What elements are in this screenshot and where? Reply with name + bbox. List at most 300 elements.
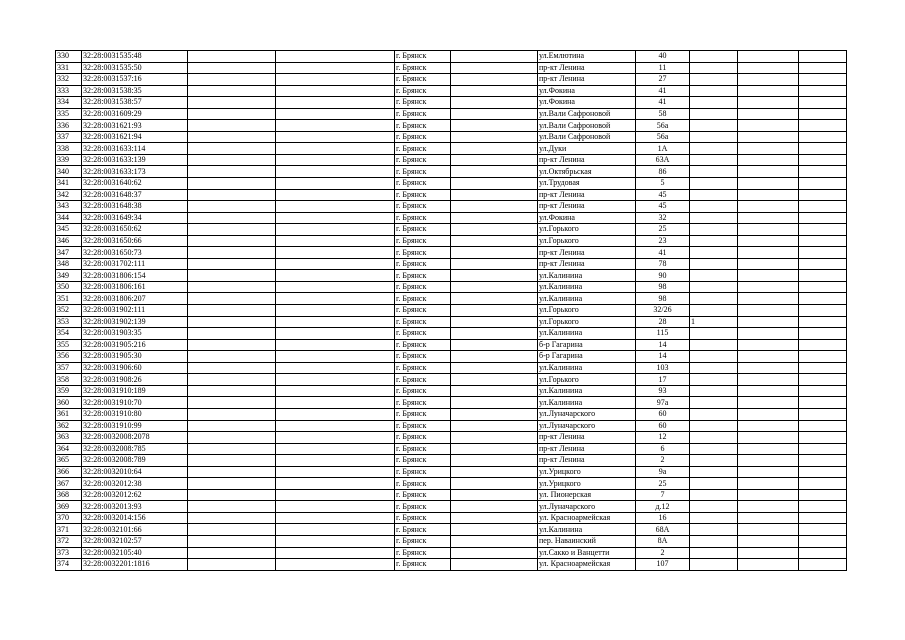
table-row xyxy=(56,281,847,293)
empty-cell xyxy=(276,385,395,397)
empty-cell xyxy=(276,328,395,340)
street-cell: ул. Красноармейская xyxy=(538,559,636,571)
empty-cell xyxy=(451,316,538,328)
cadastral-number-cell: 32:28:0031609:29 xyxy=(82,108,188,120)
cadastral-number-cell: 32:28:0031806:161 xyxy=(82,281,188,293)
city-cell: г. Брянск xyxy=(395,189,451,201)
empty-cell xyxy=(738,443,799,455)
cadastral-number-cell: 32:28:0031633:139 xyxy=(82,154,188,166)
table-row xyxy=(56,408,847,420)
cadastral-number-cell: 32:28:0031649:34 xyxy=(82,212,188,224)
street-cell: ул.Урицкого xyxy=(538,466,636,478)
empty-cell xyxy=(738,432,799,444)
empty-cell xyxy=(738,270,799,282)
street-cell: ул.Емлютина xyxy=(538,51,636,63)
empty-cell xyxy=(188,120,276,132)
empty-cell xyxy=(738,305,799,317)
table-row xyxy=(56,305,847,317)
empty-cell xyxy=(799,293,847,305)
street-cell: ул.Калинина xyxy=(538,293,636,305)
table-row xyxy=(56,489,847,501)
empty-cell xyxy=(188,51,276,63)
house-number-cell: 6 xyxy=(636,443,690,455)
empty-cell xyxy=(188,547,276,559)
empty-cell xyxy=(738,166,799,178)
house-number-cell: 2 xyxy=(636,547,690,559)
empty-cell xyxy=(276,489,395,501)
cadastral-number-cell: 32:28:0032014:156 xyxy=(82,512,188,524)
row-number-cell: 362 xyxy=(56,420,82,432)
row-number-cell: 337 xyxy=(56,131,82,143)
empty-cell xyxy=(451,293,538,305)
street-cell: пр-кт Ленина xyxy=(538,74,636,86)
city-cell: г. Брянск xyxy=(395,143,451,155)
empty-cell xyxy=(799,328,847,340)
street-cell: ул.Калинина xyxy=(538,524,636,536)
empty-cell xyxy=(188,97,276,109)
empty-cell xyxy=(276,466,395,478)
empty-cell xyxy=(276,108,395,120)
row-number-cell: 363 xyxy=(56,432,82,444)
cadastral-number-cell: 32:28:0031806:207 xyxy=(82,293,188,305)
cadastral-number-cell: 32:28:0031633:114 xyxy=(82,143,188,155)
empty-cell xyxy=(188,466,276,478)
house-number-cell: 8А xyxy=(636,535,690,547)
cadastral-number-cell: 32:28:0032008:789 xyxy=(82,455,188,467)
empty-cell xyxy=(188,166,276,178)
empty-cell xyxy=(276,547,395,559)
empty-cell xyxy=(451,281,538,293)
city-cell: г. Брянск xyxy=(395,270,451,282)
table-row xyxy=(56,524,847,536)
empty-cell xyxy=(799,397,847,409)
cadastral-number-cell: 32:28:0032012:38 xyxy=(82,478,188,490)
cadastral-number-cell: 32:28:0031910:80 xyxy=(82,408,188,420)
extra-cell xyxy=(690,154,738,166)
street-cell: пер. Наваинский xyxy=(538,535,636,547)
empty-cell xyxy=(451,559,538,571)
row-number-cell: 364 xyxy=(56,443,82,455)
city-cell: г. Брянск xyxy=(395,131,451,143)
cadastral-number-cell: 32:28:0031538:57 xyxy=(82,97,188,109)
house-number-cell: 28 xyxy=(636,316,690,328)
empty-cell xyxy=(188,420,276,432)
city-cell: г. Брянск xyxy=(395,166,451,178)
empty-cell xyxy=(188,385,276,397)
cadastral-number-cell: 32:28:0031908:26 xyxy=(82,374,188,386)
empty-cell xyxy=(451,535,538,547)
empty-cell xyxy=(451,108,538,120)
empty-cell xyxy=(451,166,538,178)
table-row xyxy=(56,154,847,166)
city-cell: г. Брянск xyxy=(395,489,451,501)
empty-cell xyxy=(451,455,538,467)
empty-cell xyxy=(276,408,395,420)
city-cell: г. Брянск xyxy=(395,281,451,293)
empty-cell xyxy=(799,258,847,270)
house-number-cell: 25 xyxy=(636,478,690,490)
extra-cell xyxy=(690,166,738,178)
street-cell: ул.Урицкого xyxy=(538,478,636,490)
cadastral-number-cell: 32:28:0031648:37 xyxy=(82,189,188,201)
row-number-cell: 351 xyxy=(56,293,82,305)
empty-cell xyxy=(799,143,847,155)
house-number-cell: 60 xyxy=(636,408,690,420)
empty-cell xyxy=(276,166,395,178)
empty-cell xyxy=(799,316,847,328)
cadastral-number-cell: 32:28:0031902:111 xyxy=(82,305,188,317)
table-row xyxy=(56,201,847,213)
empty-cell xyxy=(738,420,799,432)
house-number-cell: 14 xyxy=(636,339,690,351)
house-number-cell: 78 xyxy=(636,258,690,270)
cadastral-number-cell: 32:28:0031538:35 xyxy=(82,85,188,97)
street-cell: пр-кт Ленина xyxy=(538,432,636,444)
table-row xyxy=(56,212,847,224)
empty-cell xyxy=(799,547,847,559)
table-row xyxy=(56,166,847,178)
row-number-cell: 333 xyxy=(56,85,82,97)
empty-cell xyxy=(188,432,276,444)
empty-cell xyxy=(188,455,276,467)
extra-cell xyxy=(690,547,738,559)
extra-cell xyxy=(690,432,738,444)
empty-cell xyxy=(188,247,276,259)
cadastral-number-cell: 32:28:0031535:48 xyxy=(82,51,188,63)
cadastral-number-cell: 32:28:0032105:40 xyxy=(82,547,188,559)
house-number-cell: 56а xyxy=(636,131,690,143)
empty-cell xyxy=(188,316,276,328)
empty-cell xyxy=(276,131,395,143)
empty-cell xyxy=(738,85,799,97)
empty-cell xyxy=(188,178,276,190)
street-cell: ул.Горького xyxy=(538,305,636,317)
empty-cell xyxy=(188,258,276,270)
house-number-cell: 60 xyxy=(636,420,690,432)
empty-cell xyxy=(799,166,847,178)
extra-cell xyxy=(690,258,738,270)
empty-cell xyxy=(738,224,799,236)
cadastral-number-cell: 32:28:0032101:66 xyxy=(82,524,188,536)
empty-cell xyxy=(276,362,395,374)
cadastral-number-cell: 32:28:0031910:189 xyxy=(82,385,188,397)
empty-cell xyxy=(188,443,276,455)
extra-cell xyxy=(690,270,738,282)
empty-cell xyxy=(799,108,847,120)
city-cell: г. Брянск xyxy=(395,224,451,236)
empty-cell xyxy=(799,512,847,524)
empty-cell xyxy=(188,478,276,490)
table-row xyxy=(56,97,847,109)
city-cell: г. Брянск xyxy=(395,120,451,132)
empty-cell xyxy=(276,420,395,432)
row-number-cell: 353 xyxy=(56,316,82,328)
row-number-cell: 359 xyxy=(56,385,82,397)
city-cell: г. Брянск xyxy=(395,466,451,478)
street-cell: ул.Калинина xyxy=(538,281,636,293)
extra-cell xyxy=(690,293,738,305)
house-number-cell: 27 xyxy=(636,74,690,86)
extra-cell xyxy=(690,328,738,340)
extra-cell xyxy=(690,385,738,397)
house-number-cell: 40 xyxy=(636,51,690,63)
row-number-cell: 367 xyxy=(56,478,82,490)
row-number-cell: 360 xyxy=(56,397,82,409)
table-row xyxy=(56,189,847,201)
extra-cell xyxy=(690,108,738,120)
street-cell: ул.Фокина xyxy=(538,212,636,224)
house-number-cell: 2 xyxy=(636,455,690,467)
document-sheet xyxy=(55,50,846,571)
extra-cell: 1 xyxy=(690,316,738,328)
cadastral-number-cell: 32:28:0032102:57 xyxy=(82,535,188,547)
empty-cell xyxy=(451,524,538,536)
empty-cell xyxy=(188,501,276,513)
empty-cell xyxy=(799,189,847,201)
street-cell: ул.Луначарского xyxy=(538,501,636,513)
empty-cell xyxy=(451,235,538,247)
street-cell: ул.Горького xyxy=(538,316,636,328)
empty-cell xyxy=(451,154,538,166)
street-cell: пр-кт Ленина xyxy=(538,154,636,166)
extra-cell xyxy=(690,85,738,97)
city-cell: г. Брянск xyxy=(395,432,451,444)
empty-cell xyxy=(738,408,799,420)
cadastral-number-cell: 32:28:0031910:70 xyxy=(82,397,188,409)
house-number-cell: 56а xyxy=(636,120,690,132)
empty-cell xyxy=(188,408,276,420)
empty-cell xyxy=(451,397,538,409)
row-number-cell: 344 xyxy=(56,212,82,224)
empty-cell xyxy=(276,339,395,351)
empty-cell xyxy=(276,97,395,109)
row-number-cell: 331 xyxy=(56,62,82,74)
empty-cell xyxy=(799,374,847,386)
empty-cell xyxy=(738,120,799,132)
city-cell: г. Брянск xyxy=(395,478,451,490)
table-row xyxy=(56,351,847,363)
empty-cell xyxy=(188,281,276,293)
empty-cell xyxy=(738,559,799,571)
city-cell: г. Брянск xyxy=(395,178,451,190)
empty-cell xyxy=(276,316,395,328)
empty-cell xyxy=(799,281,847,293)
empty-cell xyxy=(451,547,538,559)
empty-cell xyxy=(738,258,799,270)
empty-cell xyxy=(738,201,799,213)
cadastral-number-cell: 32:28:0031535:50 xyxy=(82,62,188,74)
cadastral-number-cell: 32:28:0032013:93 xyxy=(82,501,188,513)
table-row xyxy=(56,143,847,155)
house-number-cell: 98 xyxy=(636,293,690,305)
row-number-cell: 356 xyxy=(56,351,82,363)
cadastral-number-cell: 32:28:0031650:73 xyxy=(82,247,188,259)
empty-cell xyxy=(799,270,847,282)
empty-cell xyxy=(276,85,395,97)
empty-cell xyxy=(451,97,538,109)
row-number-cell: 355 xyxy=(56,339,82,351)
empty-cell xyxy=(276,293,395,305)
empty-cell xyxy=(188,270,276,282)
empty-cell xyxy=(451,247,538,259)
city-cell: г. Брянск xyxy=(395,51,451,63)
cadastral-number-cell: 32:28:0031650:66 xyxy=(82,235,188,247)
empty-cell xyxy=(738,478,799,490)
table-row xyxy=(56,339,847,351)
empty-cell xyxy=(738,189,799,201)
empty-cell xyxy=(738,489,799,501)
empty-cell xyxy=(188,201,276,213)
empty-cell xyxy=(451,489,538,501)
empty-cell xyxy=(276,524,395,536)
house-number-cell: 45 xyxy=(636,201,690,213)
empty-cell xyxy=(188,397,276,409)
empty-cell xyxy=(799,351,847,363)
cadastral-number-cell: 32:28:0031648:38 xyxy=(82,201,188,213)
empty-cell xyxy=(451,62,538,74)
city-cell: г. Брянск xyxy=(395,362,451,374)
house-number-cell: 63А xyxy=(636,154,690,166)
table-row xyxy=(56,62,847,74)
empty-cell xyxy=(276,478,395,490)
empty-cell xyxy=(188,293,276,305)
cadastral-number-cell: 32:28:0031702:111 xyxy=(82,258,188,270)
table-row xyxy=(56,85,847,97)
empty-cell xyxy=(451,120,538,132)
empty-cell xyxy=(451,512,538,524)
empty-cell xyxy=(188,108,276,120)
cadastral-number-cell: 32:28:0031640:62 xyxy=(82,178,188,190)
row-number-cell: 332 xyxy=(56,74,82,86)
empty-cell xyxy=(188,512,276,524)
table-row xyxy=(56,328,847,340)
house-number-cell: 1А xyxy=(636,143,690,155)
empty-cell xyxy=(276,212,395,224)
city-cell: г. Брянск xyxy=(395,351,451,363)
empty-cell xyxy=(799,97,847,109)
street-cell: ул.Луначарского xyxy=(538,420,636,432)
table-row xyxy=(56,455,847,467)
street-cell: пр-кт Ленина xyxy=(538,189,636,201)
street-cell: б-р Гагарина xyxy=(538,351,636,363)
row-number-cell: 372 xyxy=(56,535,82,547)
row-number-cell: 335 xyxy=(56,108,82,120)
table-row xyxy=(56,74,847,86)
street-cell: ул. Красноармейская xyxy=(538,512,636,524)
empty-cell xyxy=(276,397,395,409)
empty-cell xyxy=(738,397,799,409)
empty-cell xyxy=(276,374,395,386)
cadastral-number-cell: 32:28:0032008:785 xyxy=(82,443,188,455)
house-number-cell: 32 xyxy=(636,212,690,224)
row-number-cell: 357 xyxy=(56,362,82,374)
empty-cell xyxy=(738,178,799,190)
empty-cell xyxy=(451,85,538,97)
row-number-cell: 371 xyxy=(56,524,82,536)
house-number-cell: 97а xyxy=(636,397,690,409)
row-number-cell: 369 xyxy=(56,501,82,513)
house-number-cell: 23 xyxy=(636,235,690,247)
street-cell: ул.Горького xyxy=(538,374,636,386)
empty-cell xyxy=(188,328,276,340)
city-cell: г. Брянск xyxy=(395,535,451,547)
house-number-cell: 41 xyxy=(636,85,690,97)
empty-cell xyxy=(799,51,847,63)
street-cell: пр-кт Ленина xyxy=(538,455,636,467)
street-cell: ул.Вали Сафроновой xyxy=(538,131,636,143)
house-number-cell: д.12 xyxy=(636,501,690,513)
street-cell: б-р Гагарина xyxy=(538,339,636,351)
empty-cell xyxy=(276,178,395,190)
extra-cell xyxy=(690,512,738,524)
empty-cell xyxy=(188,85,276,97)
empty-cell xyxy=(738,97,799,109)
row-number-cell: 348 xyxy=(56,258,82,270)
row-number-cell: 366 xyxy=(56,466,82,478)
cadastral-number-cell: 32:28:0032008:2078 xyxy=(82,432,188,444)
table-row xyxy=(56,235,847,247)
house-number-cell: 16 xyxy=(636,512,690,524)
city-cell: г. Брянск xyxy=(395,247,451,259)
empty-cell xyxy=(738,74,799,86)
house-number-cell: 68А xyxy=(636,524,690,536)
street-cell: ул.Калинина xyxy=(538,270,636,282)
house-number-cell: 45 xyxy=(636,189,690,201)
empty-cell xyxy=(276,143,395,155)
extra-cell xyxy=(690,362,738,374)
extra-cell xyxy=(690,397,738,409)
table-row xyxy=(56,466,847,478)
empty-cell xyxy=(738,501,799,513)
row-number-cell: 365 xyxy=(56,455,82,467)
city-cell: г. Брянск xyxy=(395,293,451,305)
row-number-cell: 373 xyxy=(56,547,82,559)
empty-cell xyxy=(188,131,276,143)
empty-cell xyxy=(799,85,847,97)
extra-cell xyxy=(690,178,738,190)
empty-cell xyxy=(738,131,799,143)
house-number-cell: 25 xyxy=(636,224,690,236)
row-number-cell: 338 xyxy=(56,143,82,155)
empty-cell xyxy=(188,305,276,317)
extra-cell xyxy=(690,489,738,501)
empty-cell xyxy=(188,189,276,201)
extra-cell xyxy=(690,224,738,236)
house-number-cell: 86 xyxy=(636,166,690,178)
row-number-cell: 341 xyxy=(56,178,82,190)
cadastral-number-cell: 32:28:0031806:154 xyxy=(82,270,188,282)
table-row xyxy=(56,258,847,270)
house-number-cell: 58 xyxy=(636,108,690,120)
cadastral-number-cell: 32:28:0031902:139 xyxy=(82,316,188,328)
empty-cell xyxy=(276,74,395,86)
empty-cell xyxy=(451,305,538,317)
empty-cell xyxy=(738,316,799,328)
city-cell: г. Брянск xyxy=(395,524,451,536)
street-cell: ул. Пионерская xyxy=(538,489,636,501)
empty-cell xyxy=(276,281,395,293)
empty-cell xyxy=(276,270,395,282)
city-cell: г. Брянск xyxy=(395,108,451,120)
table-row xyxy=(56,478,847,490)
extra-cell xyxy=(690,235,738,247)
house-number-cell: 90 xyxy=(636,270,690,282)
empty-cell xyxy=(276,512,395,524)
table-row xyxy=(56,316,847,328)
empty-cell xyxy=(276,501,395,513)
city-cell: г. Брянск xyxy=(395,212,451,224)
empty-cell xyxy=(799,120,847,132)
